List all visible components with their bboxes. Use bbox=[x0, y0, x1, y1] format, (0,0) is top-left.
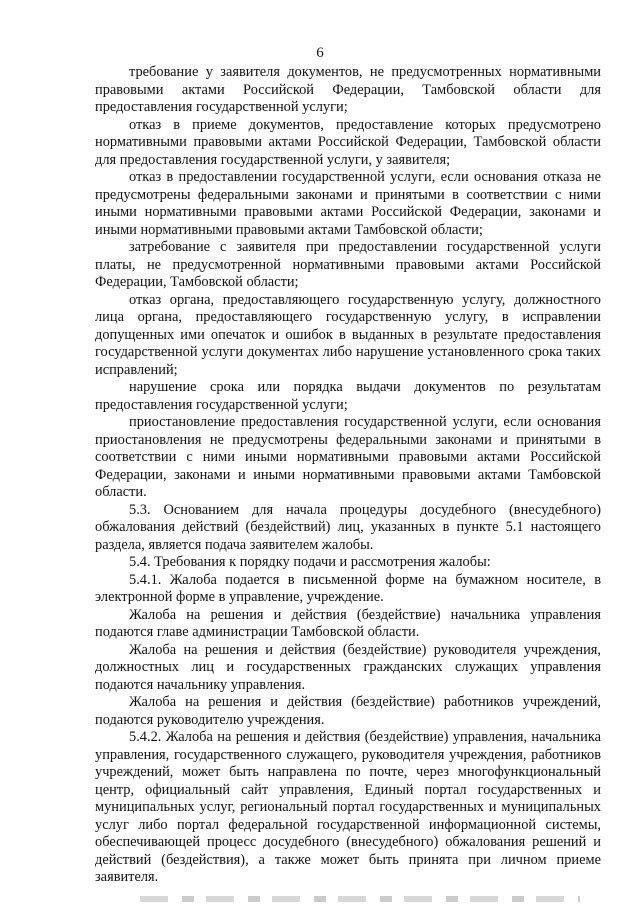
paragraph-suspension: приостановление предоставления государственной услуги, если основания приостановления не предусмотрены федеральными законами и принятыми в соответствии с ними иными нормативными правовыми актами Российской Федерации, законами и иными нормативными правовыми актами Тамбовской области. bbox=[95, 414, 601, 500]
scan-bottom-artifact bbox=[140, 896, 580, 902]
paragraph-refusal-corrections: отказ органа, предоставляющего государственную услугу, должностного лица органа, предоставляющего государственную услугу, в исправлении допущенных ими опечаток и ошибок в выданных в результате предоставления государственной услуги документах либо нарушение установленного срока таких исправлений; bbox=[95, 291, 601, 378]
paragraph-deadline-violation: нарушение срока или порядка выдачи документов по результатам предоставления государственной услуги; bbox=[95, 379, 601, 413]
paragraph-5-4-1: 5.4.1. Жалоба подается в письменной форме на бумажном носителе, в электронной форме в управление, учреждение. bbox=[95, 571, 601, 605]
document-body bbox=[95, 64, 601, 887]
paragraph-fee-request: затребование с заявителя при предоставлении государственной услуги платы, не предусмотренной нормативными правовыми актами Российской Федерации, Тамбовской области; bbox=[95, 239, 601, 290]
paragraph-refusal-service: отказ в предоставлении государственной услуги, если основания отказа не предусмотрены федеральными законами и принятыми в соответствии с ними иными нормативными правовыми актами Российской Федерации, законами и иными нормативными правовыми актами Тамбовской области; bbox=[95, 169, 601, 238]
paragraph-5-3: 5.3. Основанием для начала процедуры досудебного (внесудебного) обжалования действий (бездействий) лиц, указанных в пункте 5.1 настоящего раздела, является подача заявителем жалобы. bbox=[95, 501, 601, 553]
page-number: 6 bbox=[316, 45, 324, 61]
paragraph-5-4: 5.4. Требования к порядку подачи и рассмотрения жалобы: bbox=[129, 554, 491, 570]
paragraph-5-4-2: 5.4.2. Жалоба на решения и действия (бездействие) управления, начальника управления, государственного служащего, руководителя учреждения, работников учреждений, может быть направлена по почте, через многофункциональный центр, официальный сайт управления, Единый портал государственных и муниципальных услуг, региональный портал государственных и муниципальных услуг либо портал федеральной государственной информационной системы, обеспечивающей процесс досудебного (внесудебного) обжалования решений и действий (бездействия), а также может быть принята при личном приеме заявителя. bbox=[95, 729, 601, 885]
paragraph-requirement-documents: требование у заявителя документов, не предусмотренных нормативными правовыми актами Российской Федерации, Тамбовской области для предоставления государственной услуги; bbox=[95, 64, 601, 115]
paragraph-complaint-employees: Жалоба на решения и действия (бездействие) работников учреждений, подаются руководителю учреждения. bbox=[95, 694, 601, 728]
paragraph-complaint-institution-head: Жалоба на решения и действия (бездействие) руководителя учреждения, должностных лиц и государственных гражданских служащих управления подаются начальнику управления. bbox=[95, 641, 601, 693]
paragraph-complaint-head: Жалоба на решения и действия (бездействие) начальника управления подаются главе администрации Тамбовской области. bbox=[95, 606, 601, 640]
paragraph-refusal-acceptance: отказ в приеме документов, предоставление которых предусмотрено нормативными правовыми актами Российской Федерации, Тамбовской области для предоставления государственной услуги, у заявителя; bbox=[95, 116, 601, 168]
